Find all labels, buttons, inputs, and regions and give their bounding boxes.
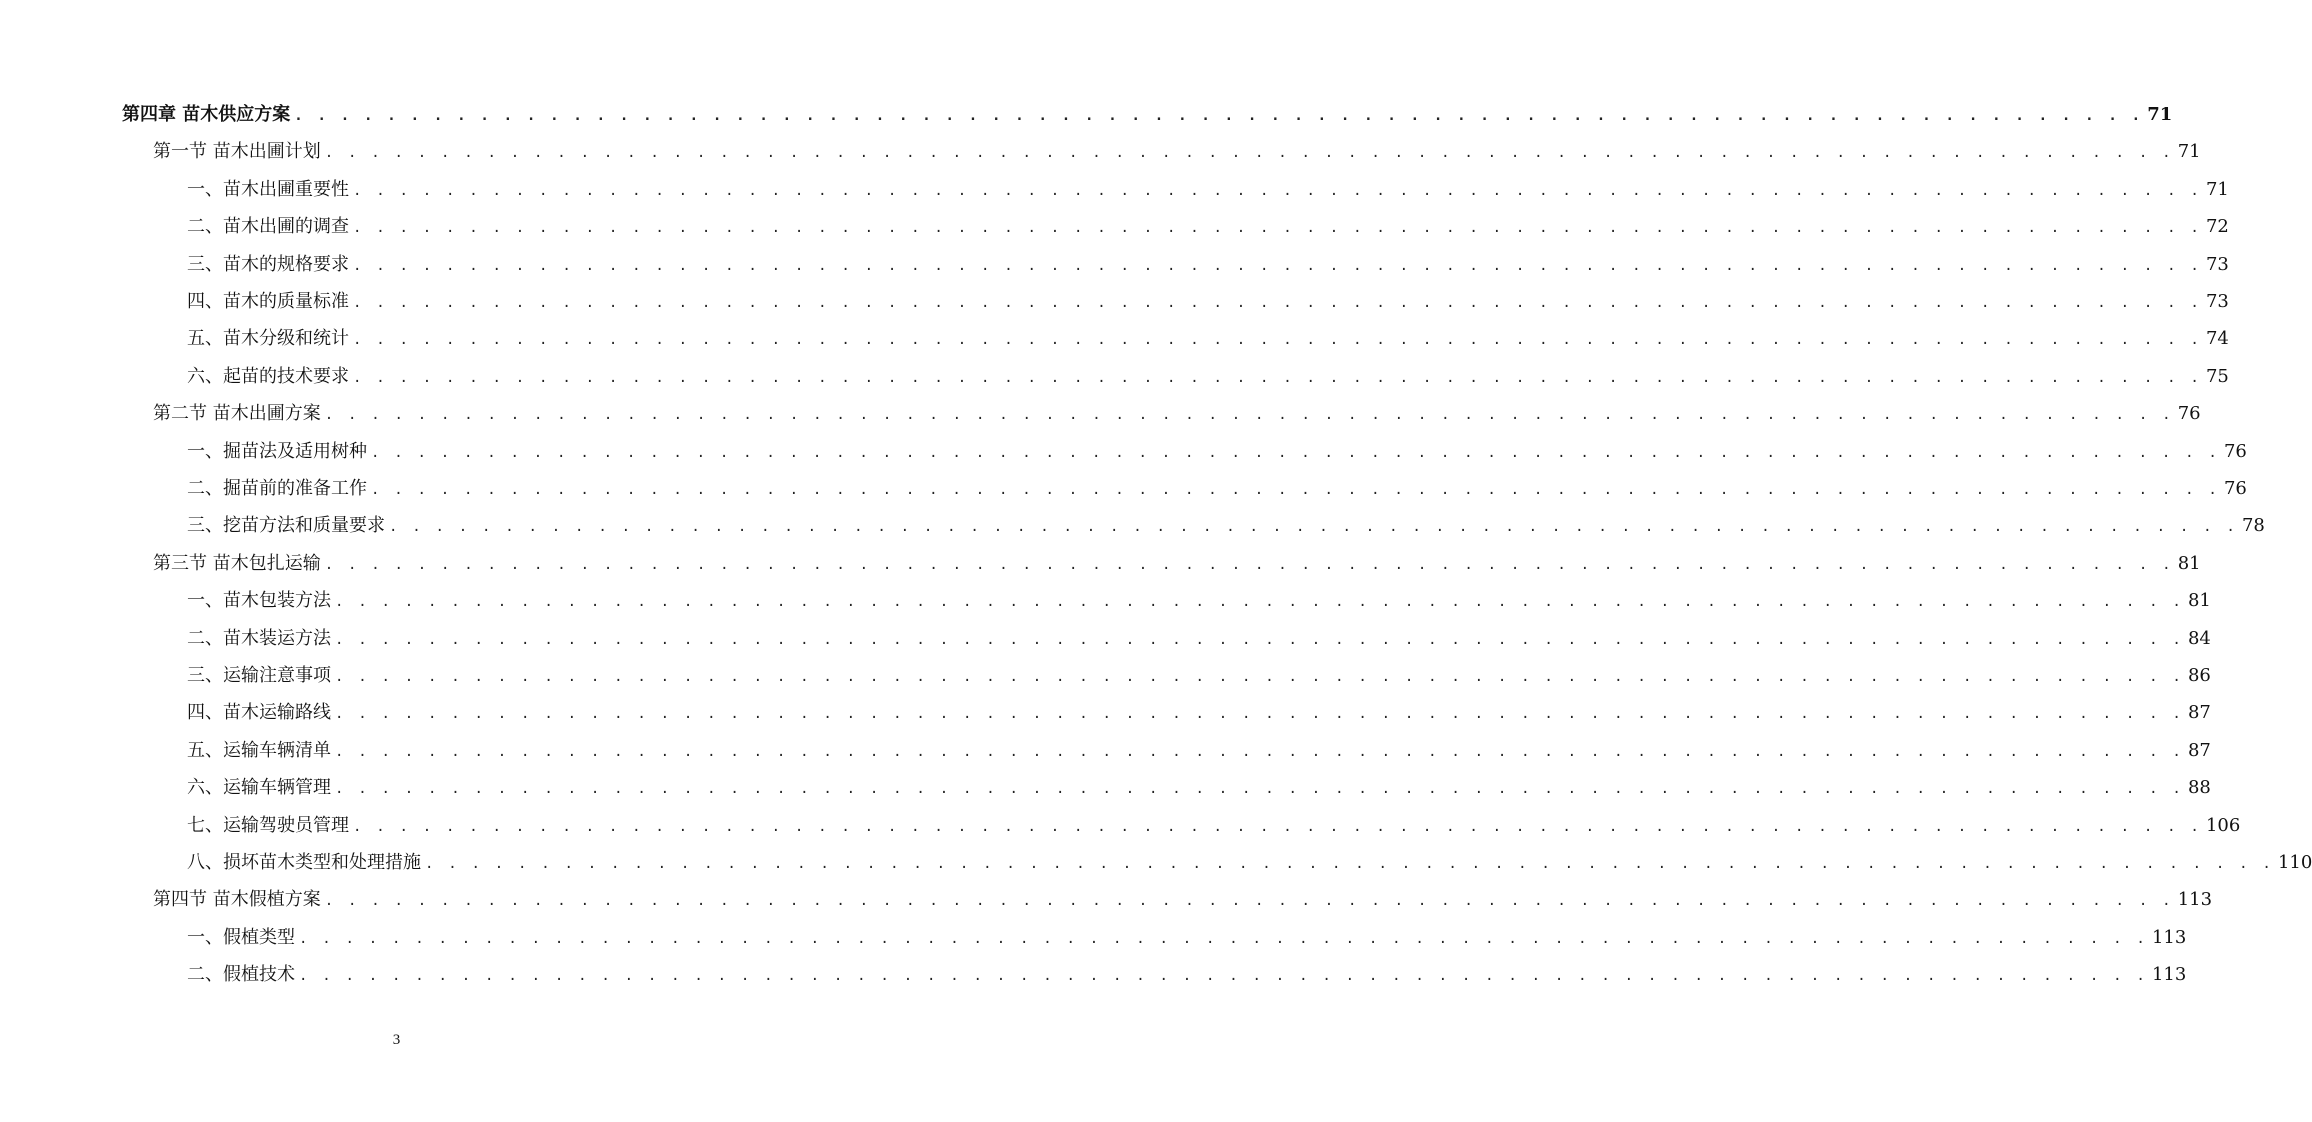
toc-dot-leader: . . . . . . . . . . . . . . . . . . . . . . . . . . . . . . . . . . . . . . . . . . . . . . . . . . . . . . . . . . . . . . . . . . . . . . . . . . . . . . . .	[371, 482, 2220, 498]
toc-section-entry[interactable]	[153, 885, 2213, 915]
toc-subsection-entry[interactable]	[187, 474, 2247, 504]
toc-entry-label: 六、起苗的技术要求	[187, 365, 349, 387]
toc-subsection-entry[interactable]	[187, 175, 2229, 205]
toc-subsection-entry[interactable]	[187, 324, 2229, 354]
toc-entry-label: 第四节 苗木假植方案	[153, 889, 321, 911]
toc-entry-page-number: 87	[2187, 739, 2211, 761]
toc-entry-label: 一、苗木出圃重要性	[187, 178, 349, 200]
toc-dot-leader: . . . . . . . . . . . . . . . . . . . . . . . . . . . . . . . . . . . . . . . . . . . . . . . . . . . . . . . . . . . . . . . . . . . . . . . . . . . . . . . .	[335, 743, 2184, 760]
toc-subsection-entry[interactable]	[187, 362, 2229, 392]
toc-subsection-entry[interactable]	[187, 848, 2312, 878]
toc-subsection-entry[interactable]	[187, 511, 2265, 541]
toc-entry-label: 三、运输注意事项	[187, 665, 331, 686]
toc-dot-leader: . . . . . . . . . . . . . . . . . . . . . . . . . . . . . . . . . . . . . . . . . . . . . . . . . . . . . . . . . . . . . . . . . . . . . . . . . . . . . . . .	[324, 145, 2174, 162]
toc-dot-leader: . . . . . . . . . . . . . . . . . . . . . . . . . . . . . . . . . . . . . . . . . . . . . . . . . . . . . . . . . . . . . . . . . . . . . . . . . . . . . . . .	[335, 594, 2184, 611]
toc-entry-label: 五、运输车辆清单	[187, 739, 331, 761]
toc-entry-label: 一、苗木包装方法	[187, 590, 331, 612]
toc-subsection-entry[interactable]	[187, 250, 2229, 280]
toc-entry-label: 八、损坏苗木类型和处理措施	[187, 852, 421, 873]
toc-dot-leader: . . . . . . . . . . . . . . . . . . . . . . . . . . . . . . . . . . . . . . . . . . . . . . . . . . . . . . . . . . . . . . . . . . . . . . . . . . . . . . . .	[353, 818, 2202, 835]
toc-entry-page-number: 71	[2177, 141, 2201, 163]
toc-entry-label: 二、掘苗前的准备工作	[187, 478, 367, 499]
toc-dot-leader: . . . . . . . . . . . . . . . . . . . . . . . . . . . . . . . . . . . . . . . . . . . . . . . . . . . . . . . . . . . . . . . . . . . . . . . . . . . . . . . .	[371, 444, 2220, 461]
toc-entry-page-number: 73	[2205, 291, 2229, 312]
toc-entry-page-number: 88	[2187, 777, 2211, 799]
toc-entry-page-number: 113	[2151, 926, 2187, 948]
toc-entry-page-number: 71	[2147, 104, 2173, 125]
toc-dot-leader: . . . . . . . . . . . . . . . . . . . . . . . . . . . . . . . . . . . . . . . . . . . . . . . . . . . . . . . . . . . . . . . . . . . . . . . . . . . . . . . .	[353, 295, 2202, 311]
toc-dot-leader: . . . . . . . . . . . . . . . . . . . . . . . . . . . . . . . . . . . . . . . . . . . . . . . . . . . . . . . . . . . . . . . . . . . . . . . . . . . . . . . .	[353, 332, 2202, 349]
toc-entry-page-number: 78	[2241, 515, 2265, 537]
toc-dot-leader: . . . . . . . . . . . . . . . . . . . . . . . . . . . . . . . . . . . . . . . . . . . . . . . . . . . . . . . . . . . . . . . . . . . . . . . . . . . . . . . .	[353, 182, 2202, 199]
toc-subsection-entry[interactable]	[187, 287, 2229, 317]
toc-entry-page-number: 76	[2223, 440, 2247, 462]
toc-dot-leader: . . . . . . . . . . . . . . . . . . . . . . . . . . . . . . . . . . . . . . . . . . . . . . . . . . . . . . . . . . . . . . . . . . . . . . . . . . . . . . . .	[353, 257, 2202, 274]
toc-entry-label: 第三节 苗木包扎运输	[153, 552, 321, 574]
toc-entry-page-number: 76	[2177, 403, 2201, 425]
toc-entry-page-number: 76	[2223, 478, 2247, 499]
toc-subsection-entry[interactable]	[187, 437, 2247, 467]
toc-entry-label: 四、苗木的质量标准	[187, 291, 349, 312]
toc-subsection-entry[interactable]	[187, 811, 2241, 841]
toc-entry-label: 二、假植技术	[187, 964, 295, 986]
toc-entry-page-number: 87	[2187, 702, 2211, 724]
toc-section-entry[interactable]	[153, 549, 2201, 579]
toc-entry-label: 四、苗木运输路线	[187, 702, 331, 724]
page-number: 3	[392, 1032, 401, 1048]
toc-subsection-entry[interactable]	[187, 773, 2211, 803]
toc-dot-leader: . . . . . . . . . . . . . . . . . . . . . . . . . . . . . . . . . . . . . . . . . . . . . . . . . . . . . . . . . . . . . . . . . . . . . . . . . . . . . . . .	[335, 631, 2184, 648]
toc-subsection-entry[interactable]	[187, 586, 2211, 616]
toc-entry-page-number: 74	[2205, 328, 2229, 350]
toc-dot-leader: . . . . . . . . . . . . . . . . . . . . . . . . . . . . . . . . . . . . . . . . . . . . . . . . . . . . . . . . . . . . . . . . . . . . . . . . . . . . . . . .	[389, 519, 2238, 536]
toc-entry-label: 三、挖苗方法和质量要求	[187, 515, 385, 537]
toc-dot-leader: . . . . . . . . . . . . . . . . . . . . . . . . . . . . . . . . . . . . . . . . . . . . . . . . . . . . . . . . . . . . . . . . . . . . . . . . . . . . . . . .	[299, 968, 2148, 985]
toc-dot-leader: . . . . . . . . . . . . . . . . . . . . . . . . . . . . . . . . . . . . . . . . . . . . . . . . . . . . . . . . . . . . . . . . . . . . . . . . . . . . . . . .	[335, 669, 2184, 685]
toc-entry-page-number: 113	[2151, 964, 2187, 986]
toc-entry-page-number: 113	[2177, 889, 2213, 911]
toc-dot-leader: . . . . . . . . . . . . . . . . . . . . . . . . . . . . . . . . . . . . . . . . . . . . . . . . . . . . . . . . . . . . . . . . . . . . . . . . . . . . . . . .	[353, 369, 2202, 386]
toc-dot-leader: . . . . . . . . . . . . . . . . . . . . . . . . . . . . . . . . . . . . . . . . . . . . . . . . . . . . . . . . . . . . . . . . . . . . . . . . . . . . . . . .	[294, 108, 2144, 124]
toc-entry-label: 七、运输驾驶员管理	[187, 814, 349, 836]
toc-subsection-entry[interactable]	[187, 661, 2211, 691]
toc-entry-page-number: 71	[2205, 178, 2229, 200]
toc-dot-leader: . . . . . . . . . . . . . . . . . . . . . . . . . . . . . . . . . . . . . . . . . . . . . . . . . . . . . . . . . . . . . . . . . . . . . . . . . . . . . . . .	[324, 407, 2174, 424]
toc-entry-label: 二、苗木装运方法	[187, 627, 331, 649]
toc-dot-leader: . . . . . . . . . . . . . . . . . . . . . . . . . . . . . . . . . . . . . . . . . . . . . . . . . . . . . . . . . . . . . . . . . . . . . . . . . . . . . . . .	[425, 856, 2274, 872]
toc-entry-page-number: 81	[2177, 552, 2201, 574]
toc-entry-label: 第四章 苗木供应方案	[122, 104, 291, 125]
toc-entry-label: 一、掘苗法及适用树种	[187, 440, 367, 462]
toc-subsection-entry[interactable]	[187, 212, 2229, 242]
toc-entry-label: 第二节 苗木出圃方案	[153, 403, 321, 425]
toc-entry-label: 六、运输车辆管理	[187, 777, 331, 799]
toc-entry-page-number: 110	[2277, 852, 2312, 873]
toc-dot-leader: . . . . . . . . . . . . . . . . . . . . . . . . . . . . . . . . . . . . . . . . . . . . . . . . . . . . . . . . . . . . . . . . . . . . . . . . . . . . . . . .	[335, 706, 2184, 723]
toc-entry-label: 三、苗木的规格要求	[187, 253, 349, 275]
toc-chapter-entry[interactable]	[122, 100, 2173, 130]
toc-dot-leader: . . . . . . . . . . . . . . . . . . . . . . . . . . . . . . . . . . . . . . . . . . . . . . . . . . . . . . . . . . . . . . . . . . . . . . . . . . . . . . . .	[324, 556, 2174, 573]
toc-entry-label: 五、苗木分级和统计	[187, 328, 349, 350]
toc-subsection-entry[interactable]	[187, 736, 2211, 766]
toc-entry-page-number: 81	[2187, 590, 2211, 612]
toc-entry-page-number: 84	[2187, 627, 2211, 649]
toc-entry-page-number: 86	[2187, 665, 2211, 686]
toc-entry-label: 一、假植类型	[187, 926, 295, 948]
toc-entry-label: 第一节 苗木出圃计划	[153, 141, 321, 163]
toc-section-entry[interactable]	[153, 399, 2201, 429]
toc-dot-leader: . . . . . . . . . . . . . . . . . . . . . . . . . . . . . . . . . . . . . . . . . . . . . . . . . . . . . . . . . . . . . . . . . . . . . . . . . . . . . . . .	[299, 930, 2148, 947]
toc-subsection-entry[interactable]	[187, 923, 2187, 953]
toc-subsection-entry[interactable]	[187, 698, 2211, 728]
toc-subsection-entry[interactable]	[187, 960, 2187, 990]
toc-entry-page-number: 72	[2205, 216, 2229, 238]
toc-entry-page-number: 75	[2205, 365, 2229, 387]
toc-dot-leader: . . . . . . . . . . . . . . . . . . . . . . . . . . . . . . . . . . . . . . . . . . . . . . . . . . . . . . . . . . . . . . . . . . . . . . . . . . . . . . . .	[335, 781, 2184, 798]
toc-entry-page-number: 73	[2205, 253, 2229, 275]
toc-section-entry[interactable]	[153, 137, 2201, 167]
toc-subsection-entry[interactable]	[187, 624, 2211, 654]
toc-dot-leader: . . . . . . . . . . . . . . . . . . . . . . . . . . . . . . . . . . . . . . . . . . . . . . . . . . . . . . . . . . . . . . . . . . . . . . . . . . . . . . . .	[324, 893, 2174, 910]
toc-entry-page-number: 106	[2205, 814, 2241, 836]
toc-dot-leader: . . . . . . . . . . . . . . . . . . . . . . . . . . . . . . . . . . . . . . . . . . . . . . . . . . . . . . . . . . . . . . . . . . . . . . . . . . . . . . . .	[353, 220, 2202, 237]
toc-entry-label: 二、苗木出圃的调查	[187, 216, 349, 238]
